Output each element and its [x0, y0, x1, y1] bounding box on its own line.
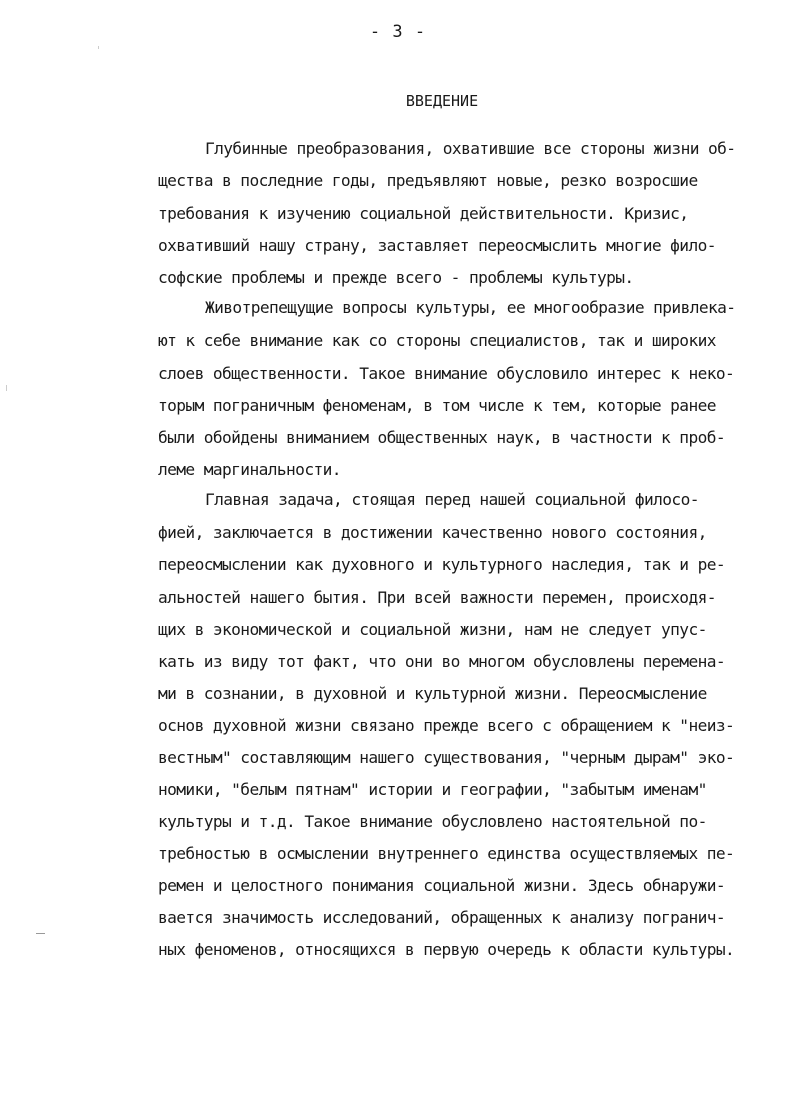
text-line: ми в сознании, в духовной и культурной жизни. Переосмысление [158, 684, 707, 703]
page-number: - 3 - [369, 22, 427, 42]
text-line: требностью в осмыслении внутреннего единства осуществляемых пе- [158, 844, 735, 863]
text-line: Главная задача, стоящая перед нашей социальной филосо- [205, 490, 699, 509]
text-line: культуры и т.д. Такое внимание обусловлено настоятельной по- [158, 812, 707, 831]
text-line: вается значимость исследований, обращенных к анализу погранич- [158, 908, 726, 927]
text-line: альностей нашего бытия. При всей важности перемен, происходя- [158, 588, 716, 607]
text-line: были обойдены вниманием общественных наук, в частности к проб- [158, 428, 726, 447]
text-line: леме маргинальности. [158, 460, 341, 479]
text-line: торым пограничным феноменам, в том числе к тем, которые ранее [158, 396, 716, 415]
text-line: Глубинные преобразования, охватившие все стороны жизни об- [205, 139, 736, 158]
section-heading: ВВЕДЕНИЕ [405, 92, 479, 110]
text-line: слоев общественности. Такое внимание обусловило интерес к неко- [158, 364, 735, 383]
text-line: вестным" составляющим нашего существования, "черным дырам" эко- [158, 748, 735, 767]
text-line: софские проблемы и прежде всего - проблемы культуры. [158, 268, 634, 287]
scan-artifact [98, 46, 99, 49]
text-line: требования к изучению социальной действительности. Кризис, [158, 204, 689, 223]
text-line: охвативший нашу страну, заставляет переосмыслить многие фило- [158, 236, 716, 255]
text-line: щества в последние годы, предъявляют новые, резко возросшие [158, 171, 698, 190]
text-line: ют к себе внимание как со стороны специалистов, так и широких [158, 331, 716, 350]
scan-artifact [6, 385, 7, 391]
text-line: Животрепещущие вопросы культуры, ее многообразие привлека- [205, 298, 736, 317]
text-line: щих в экономической и социальной жизни, нам не следует упус- [158, 620, 707, 639]
text-line: номики, "белым пятнам" истории и географии, "забытым именам" [158, 780, 707, 799]
text-line: кать из виду тот факт, что они во многом обусловлены перемена- [158, 652, 726, 671]
text-line: ремен и целостного понимания социальной жизни. Здесь обнаружи- [158, 876, 726, 895]
text-line: фией, заключается в достижении качественно нового состояния, [158, 523, 707, 542]
text-line: ных феноменов, относящихся в первую очередь к области культуры. [158, 940, 735, 959]
text-line: основ духовной жизни связано прежде всего с обращением к "неиз- [158, 716, 735, 735]
text-line: переосмыслении как духовного и культурного наследия, так и ре- [158, 555, 726, 574]
scan-artifact [36, 933, 45, 934]
